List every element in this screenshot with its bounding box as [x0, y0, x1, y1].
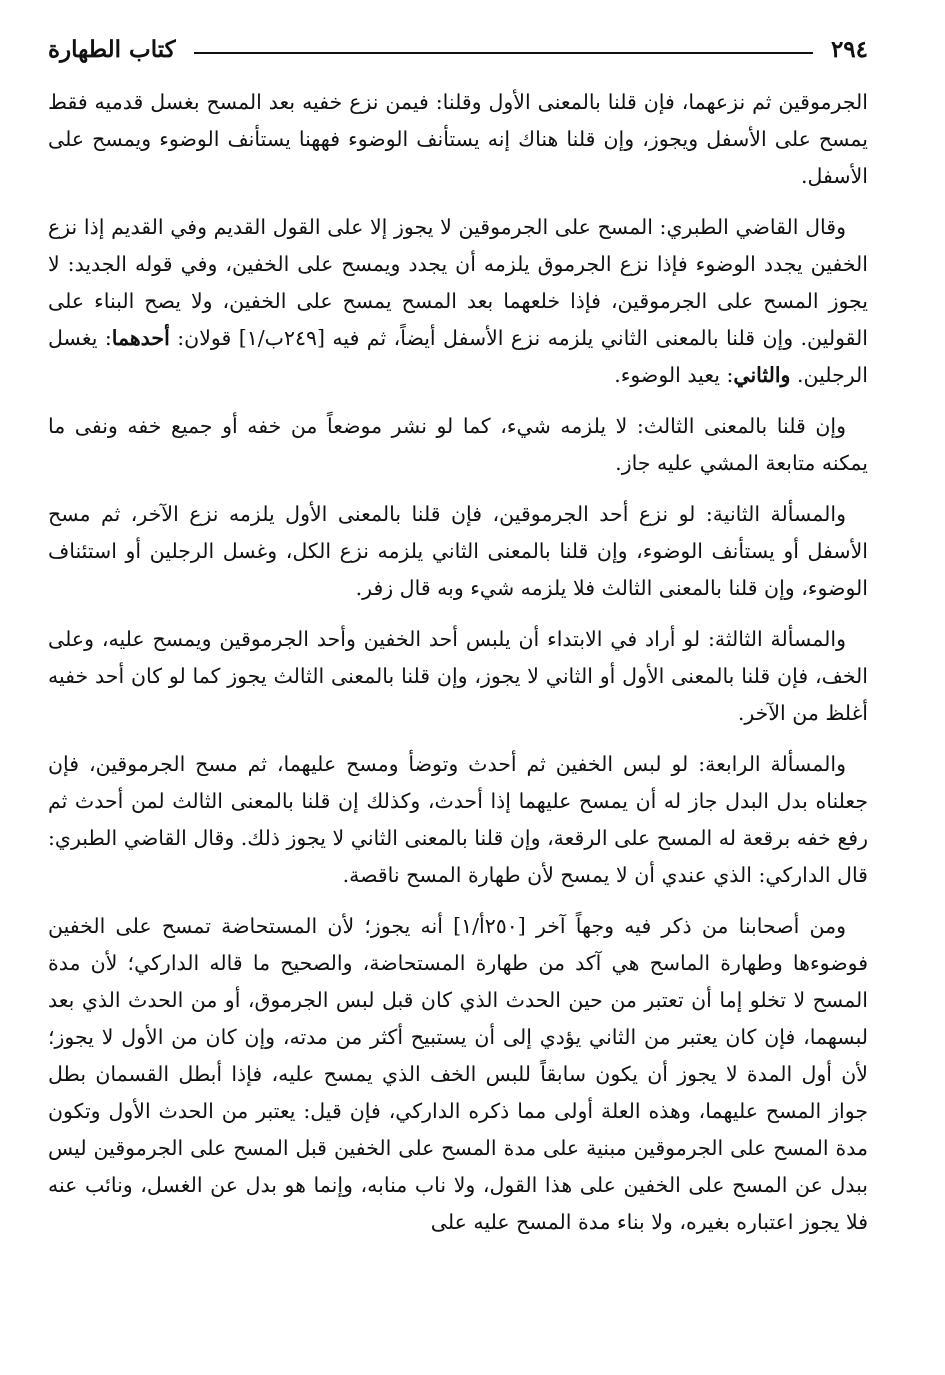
- paragraph: والمسألة الثالثة: لو أراد في الابتداء أن يلبس أحد الخفين وأحد الجرموقين ويمسح عليه، وعلى الخف، فإن قلنا بالمعنى الأول أو الثاني لا يجوز، وإن قلنا بالمعنى الثالث يجوز كما لو كان أحد خفيه أغلظ من الآخر.: [48, 627, 868, 725]
- paragraph-text: : يعيد الوضوء.: [614, 363, 734, 387]
- book-title: كتاب الطهارة: [48, 35, 176, 63]
- page: [48, 30, 868, 1255]
- bold-term: والثاني: [733, 363, 791, 387]
- paragraph: وإن قلنا بالمعنى الثالث: لا يلزمه شيء، كما لو نشر موضعاً من خفه أو جميع خفه ونفى ما يمكنه متابعة المشي عليه جاز.: [48, 414, 868, 475]
- paragraph: الجرموقين ثم نزعهما، فإن قلنا بالمعنى الأول وقلنا: فيمن نزع خفيه بعد المسح بغسل قدميه فقط يمسح على الأسفل ويجوز، وإن قلنا هناك إنه يستأنف الوضوء فههنا يستأنف الوضوء ويمسح على الأسفل.: [48, 90, 868, 188]
- running-head: [48, 30, 868, 68]
- paragraph: [48, 209, 868, 394]
- page-number: ٢٩٤: [830, 35, 868, 63]
- header-rule: [194, 52, 813, 54]
- paragraph: والمسألة الثانية: لو نزع أحد الجرموقين، فإن قلنا بالمعنى الأول يلزمه نزع الآخر، ثم مسح الأسفل أو يستأنف الوضوء، وإن قلنا بالمعنى الثاني يلزمه نزع الكل، وغسل الرجلين أو استئناف الوضوء، وإن قلنا بالمعنى الثالث فلا يلزمه شيء وبه قال زفر.: [48, 502, 868, 600]
- bold-term: أحدهما: [111, 326, 170, 350]
- paragraph: ومن أصحابنا من ذكر فيه وجهاً آخر [٢٥٠أ/١] أنه يجوز؛ لأن المستحاضة تمسح على الخفين فوضوءها وطهارة الماسح هي آكد من طهارة المستحاضة، والصحيح ما قاله الداركي؛ لأن مدة المسح لا تخلو إما أن تعتبر من حين الحدث الذي كان قبل لبس الجرموق، أو من الحدث الذي بعد لبسهما، فإن كان يعتبر من الثاني يؤدي إلى أن يستبيح أكثر من مدته، وإن كان من الأول لا يجوز؛ لأن أول المدة لا يجوز أن يكون سابقاً للبس الخف الذي يمسح عليه، فإذا أبطل القسمان بطل جواز المسح عليهما، وهذه العلة أولى مما ذكره الداركي، فإن قيل: يعتبر من الحدث الأول وتكون مدة المسح على الجرموقين مبنية على مدة المسح على الخفين قبل المسح على الجرموقين ليس ببدل عن المسح على الخفين على هذا القول، ولا ناب منابه، وإنما هو بدل عن الغسل، ونائب عنه فلا يجوز اعتباره بغيره، ولا بناء مدة المسح عليه على: [48, 914, 868, 1234]
- paragraph-text: وقال القاضي الطبري: المسح على الجرموقين لا يجوز إلا على القول القديم وفي القديم إذا نزع الخفين يجدد الوضوء فإذا نزع الجرموق يلزمه أن يجدد ويمسح على الخفين، وفي قوله الجديد: لا يجوز المسح على الجرموقين، فإذا خلعهما بعد المسح يمسح على الخفين، ولا يصح البناء على القولين. وإن قلنا بالمعنى الثاني يلزمه نزع الأسفل أيضاً، ثم فيه [٢٤٩ب/١] قولان:: [48, 215, 868, 350]
- paragraph: والمسألة الرابعة: لو لبس الخفين ثم أحدث وتوضأ ومسح عليهما، ثم مسح الجرموقين، فإن جعلناه بدل البدل جاز له أن يمسح عليهما إذا أحدث، وكذلك إن قلنا بالمعنى الثالث لمن أحدث ثم رفع خفه برقعة له المسح على الرقعة، وإن قلنا بالمعنى الثاني لا يجوز ذلك. وقال القاضي الطبري: قال الداركي: الذي عندي أن لا يمسح لأن طهارة المسح ناقصة.: [48, 752, 868, 887]
- body-text: [48, 84, 868, 1241]
- paragraph-text: : يغسل الرجلين.: [48, 326, 868, 387]
